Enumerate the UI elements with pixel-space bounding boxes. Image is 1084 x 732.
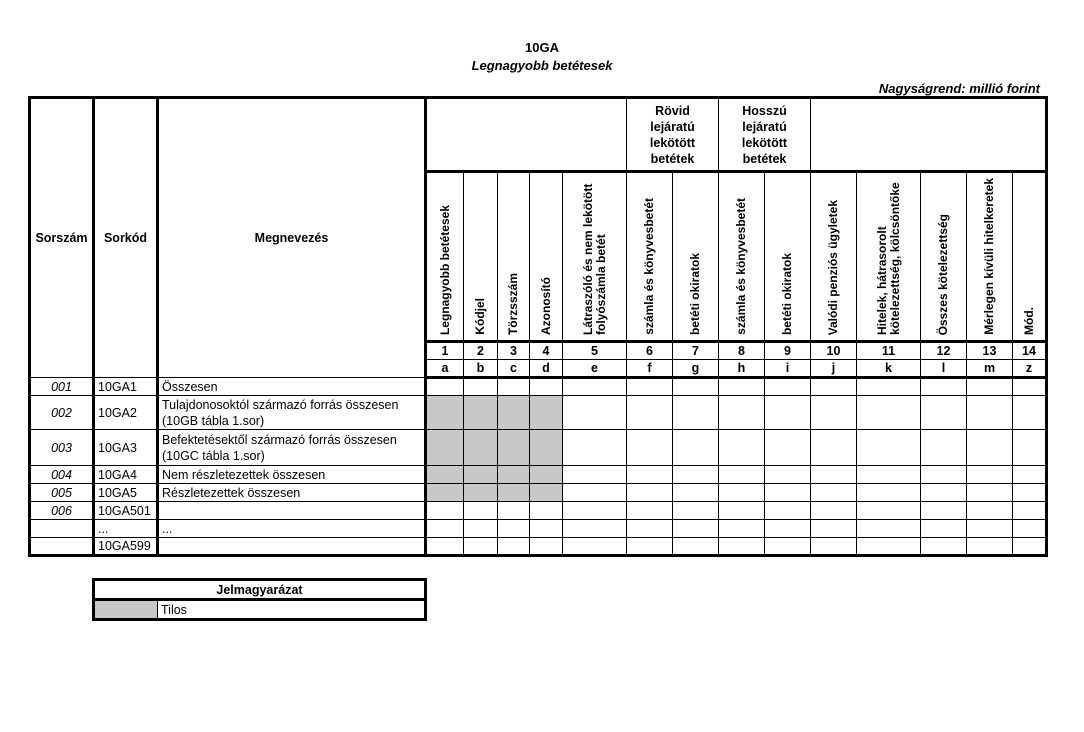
row-megnevezes: Összesen	[158, 378, 426, 396]
data-cell[interactable]	[464, 520, 498, 538]
header-col-label: Látraszóló és nem lekötött folyószámla betét	[580, 183, 608, 335]
row-sorszam	[30, 520, 94, 538]
data-cell[interactable]	[921, 396, 967, 430]
header-col-13	[967, 172, 1013, 342]
header-col-label: Hitelek, hátrasorolt kötelezettség, kölcsöntőke	[874, 182, 902, 335]
data-cell	[464, 484, 498, 502]
unit-label: Nagyságrend: millió forint	[878, 81, 1040, 96]
col-number: 6	[627, 342, 673, 360]
data-cell[interactable]	[530, 502, 563, 520]
data-cell[interactable]	[530, 378, 563, 396]
data-cell[interactable]	[1013, 430, 1047, 466]
col-letter: d	[530, 360, 563, 378]
header-col-10	[811, 172, 857, 342]
data-cell[interactable]	[857, 538, 921, 556]
data-cell[interactable]	[530, 520, 563, 538]
row-megnevezes: Nem részletezettek összesen	[158, 466, 426, 484]
data-cell[interactable]	[765, 466, 811, 484]
header-col-3	[498, 172, 530, 342]
data-cell[interactable]	[921, 378, 967, 396]
row-sorszam: 002	[30, 396, 94, 430]
data-cell[interactable]	[719, 378, 765, 396]
data-cell[interactable]	[673, 484, 719, 502]
data-cell[interactable]	[1013, 520, 1047, 538]
col-number: 4	[530, 342, 563, 360]
table-row	[30, 538, 1047, 556]
col-letter: h	[719, 360, 765, 378]
col-letter: a	[426, 360, 464, 378]
header-col-label: Legnagyobb betétesek	[437, 204, 452, 335]
col-number: 3	[498, 342, 530, 360]
col-number: 8	[719, 342, 765, 360]
header-megnevezes: Megnevezés	[158, 98, 426, 378]
header-col-12	[921, 172, 967, 342]
row-sorkod: 10GA501	[94, 502, 158, 520]
data-cell[interactable]	[563, 502, 627, 520]
data-cell[interactable]	[719, 484, 765, 502]
data-cell[interactable]	[627, 538, 673, 556]
col-letter: f	[627, 360, 673, 378]
header-col-6	[627, 172, 673, 342]
row-sorkod: ...	[94, 520, 158, 538]
data-cell[interactable]	[530, 538, 563, 556]
data-cell	[426, 396, 464, 430]
header-col-label: betéti okiratok	[688, 252, 702, 335]
table-row	[30, 466, 1047, 484]
data-cell[interactable]	[498, 502, 530, 520]
row-sorszam	[30, 538, 94, 556]
data-cell[interactable]	[811, 502, 857, 520]
data-cell[interactable]	[719, 538, 765, 556]
table-row	[30, 396, 1047, 430]
data-cell[interactable]	[967, 502, 1013, 520]
header-col-label: számla és könyvesbetét	[642, 198, 656, 335]
data-cell[interactable]	[967, 484, 1013, 502]
col-number: 12	[921, 342, 967, 360]
data-cell[interactable]	[765, 484, 811, 502]
header-col-label: Törzsszám	[506, 272, 520, 335]
legend-swatch	[94, 600, 158, 620]
col-number: 13	[967, 342, 1013, 360]
data-cell[interactable]	[627, 484, 673, 502]
row-sorszam: 001	[30, 378, 94, 396]
header-group-rovid: Rövid lejáratú lekötött betétek	[627, 98, 719, 172]
header-col-label: Mód.	[1021, 307, 1036, 335]
data-cell[interactable]	[627, 520, 673, 538]
row-sorszam: 003	[30, 430, 94, 466]
data-cell	[530, 466, 563, 484]
header-col-11	[857, 172, 921, 342]
data-cell[interactable]	[857, 502, 921, 520]
data-cell[interactable]	[719, 396, 765, 430]
legend-title: Jelmagyarázat	[94, 580, 426, 600]
header-col-1	[426, 172, 464, 342]
data-cell[interactable]	[719, 466, 765, 484]
data-cell	[464, 430, 498, 466]
data-cell[interactable]	[765, 396, 811, 430]
data-cell[interactable]	[426, 520, 464, 538]
data-cell[interactable]	[464, 378, 498, 396]
header-col-5	[563, 172, 627, 342]
data-cell[interactable]	[857, 466, 921, 484]
data-cell[interactable]	[563, 520, 627, 538]
data-cell	[498, 396, 530, 430]
data-cell[interactable]	[464, 502, 498, 520]
data-cell[interactable]	[627, 378, 673, 396]
data-cell	[426, 430, 464, 466]
data-cell[interactable]	[673, 538, 719, 556]
data-cell[interactable]	[967, 396, 1013, 430]
data-cell[interactable]	[811, 466, 857, 484]
row-sorszam: 004	[30, 466, 94, 484]
data-cell[interactable]	[1013, 502, 1047, 520]
table-row	[30, 430, 1047, 466]
data-cell[interactable]	[811, 396, 857, 430]
data-cell[interactable]	[1013, 538, 1047, 556]
data-cell[interactable]	[498, 378, 530, 396]
data-cell[interactable]	[498, 538, 530, 556]
data-cell[interactable]	[921, 520, 967, 538]
col-number: 7	[673, 342, 719, 360]
data-cell	[530, 396, 563, 430]
table-row	[30, 378, 1047, 396]
data-cell[interactable]	[765, 502, 811, 520]
row-megnevezes	[158, 502, 426, 520]
data-cell[interactable]	[426, 502, 464, 520]
data-cell[interactable]	[811, 378, 857, 396]
data-cell[interactable]	[921, 466, 967, 484]
data-cell[interactable]	[627, 430, 673, 466]
col-number: 9	[765, 342, 811, 360]
data-cell[interactable]	[719, 502, 765, 520]
data-cell[interactable]	[765, 538, 811, 556]
header-col-label: betéti okiratok	[780, 252, 794, 335]
col-number: 14	[1013, 342, 1047, 360]
data-cell	[426, 466, 464, 484]
data-cell	[498, 466, 530, 484]
table-row	[30, 502, 1047, 520]
col-letter: k	[857, 360, 921, 378]
data-cell[interactable]	[811, 430, 857, 466]
data-cell	[498, 430, 530, 466]
data-cell	[498, 484, 530, 502]
data-cell[interactable]	[563, 466, 627, 484]
data-cell[interactable]	[857, 378, 921, 396]
data-cell[interactable]	[673, 430, 719, 466]
col-letter: c	[498, 360, 530, 378]
header-col-14	[1013, 172, 1047, 342]
header-col-7	[673, 172, 719, 342]
col-letter: g	[673, 360, 719, 378]
table-row	[30, 520, 1047, 538]
data-cell[interactable]	[921, 502, 967, 520]
row-megnevezes: Részletezettek összesen	[158, 484, 426, 502]
data-cell[interactable]	[563, 538, 627, 556]
data-cell[interactable]	[857, 396, 921, 430]
data-cell[interactable]	[627, 396, 673, 430]
data-cell[interactable]	[563, 378, 627, 396]
data-cell[interactable]	[765, 378, 811, 396]
data-cell	[464, 396, 498, 430]
data-cell	[530, 430, 563, 466]
data-cell[interactable]	[673, 502, 719, 520]
row-sorszam: 006	[30, 502, 94, 520]
row-megnevezes	[158, 538, 426, 556]
header-sorszam: Sorszám	[30, 98, 94, 378]
data-cell[interactable]	[498, 520, 530, 538]
header-col-2	[464, 172, 498, 342]
data-cell[interactable]	[811, 484, 857, 502]
data-cell[interactable]	[857, 520, 921, 538]
col-number: 1	[426, 342, 464, 360]
row-megnevezes: ...	[158, 520, 426, 538]
col-letter: i	[765, 360, 811, 378]
data-cell[interactable]	[673, 378, 719, 396]
row-megnevezes: Befektetésektől származó forrás összesen (10GC tábla 1.sor)	[158, 430, 426, 466]
col-letter: l	[921, 360, 967, 378]
col-letter: z	[1013, 360, 1047, 378]
data-cell[interactable]	[921, 430, 967, 466]
row-megnevezes: Tulajdonosoktól származó forrás összesen (10GB tábla 1.sor)	[158, 396, 426, 430]
col-number: 2	[464, 342, 498, 360]
data-cell[interactable]	[673, 396, 719, 430]
data-cell[interactable]	[1013, 396, 1047, 430]
data-cell[interactable]	[921, 538, 967, 556]
header-col-4	[530, 172, 563, 342]
header-blank-right	[811, 98, 1047, 172]
data-cell[interactable]	[967, 378, 1013, 396]
data-cell[interactable]	[719, 520, 765, 538]
header-group-hosszu: Hosszú lejáratú lekötött betétek	[719, 98, 811, 172]
data-cell[interactable]	[719, 430, 765, 466]
data-cell[interactable]	[563, 396, 627, 430]
data-cell[interactable]	[967, 538, 1013, 556]
data-cell[interactable]	[967, 466, 1013, 484]
table-title: Legnagyobb betétesek	[471, 58, 613, 73]
header-blank-left	[426, 98, 627, 172]
data-cell[interactable]	[426, 538, 464, 556]
row-sorkod: 10GA599	[94, 538, 158, 556]
row-sorszam: 005	[30, 484, 94, 502]
legend-item: Tilos	[158, 600, 426, 620]
table-row	[30, 484, 1047, 502]
data-cell[interactable]	[627, 466, 673, 484]
row-sorkod: 10GA3	[94, 430, 158, 466]
data-cell[interactable]	[857, 430, 921, 466]
data-cell[interactable]	[811, 520, 857, 538]
col-number: 5	[563, 342, 627, 360]
col-letter: b	[464, 360, 498, 378]
data-cell[interactable]	[627, 502, 673, 520]
col-number: 11	[857, 342, 921, 360]
data-cell[interactable]	[1013, 378, 1047, 396]
header-col-9	[765, 172, 811, 342]
header-col-label: Valódi penziós ügyletek	[826, 199, 840, 335]
header-col-label: Azonosító	[538, 277, 553, 335]
data-cell[interactable]	[765, 520, 811, 538]
legend-table	[92, 578, 427, 621]
data-cell[interactable]	[967, 430, 1013, 466]
data-cell[interactable]	[673, 520, 719, 538]
header-sorkod: Sorkód	[94, 98, 158, 378]
header-col-8	[719, 172, 765, 342]
col-letter: j	[811, 360, 857, 378]
header-col-label: Kódjel	[473, 298, 487, 335]
data-cell[interactable]	[563, 484, 627, 502]
header-col-label: Mérlegen kívüli hitelkeretek	[982, 178, 996, 335]
col-letter: e	[563, 360, 627, 378]
data-cell[interactable]	[921, 484, 967, 502]
data-cell[interactable]	[1013, 484, 1047, 502]
row-sorkod: 10GA1	[94, 378, 158, 396]
data-cell	[464, 466, 498, 484]
data-cell	[426, 484, 464, 502]
data-cell[interactable]	[765, 430, 811, 466]
col-number: 10	[811, 342, 857, 360]
data-cell[interactable]	[426, 378, 464, 396]
data-cell[interactable]	[857, 484, 921, 502]
row-sorkod: 10GA5	[94, 484, 158, 502]
header-col-label: számla és könyvesbetét	[734, 198, 748, 335]
data-cell[interactable]	[673, 466, 719, 484]
data-cell[interactable]	[811, 538, 857, 556]
col-letter: m	[967, 360, 1013, 378]
header-col-label: Összes kötelezettség	[936, 213, 950, 335]
data-cell[interactable]	[464, 538, 498, 556]
data-cell[interactable]	[1013, 466, 1047, 484]
data-cell[interactable]	[563, 430, 627, 466]
data-cell	[530, 484, 563, 502]
table-code: 10GA	[525, 40, 559, 55]
main-table	[28, 96, 1048, 557]
data-cell[interactable]	[967, 520, 1013, 538]
row-sorkod: 10GA4	[94, 466, 158, 484]
row-sorkod: 10GA2	[94, 396, 158, 430]
